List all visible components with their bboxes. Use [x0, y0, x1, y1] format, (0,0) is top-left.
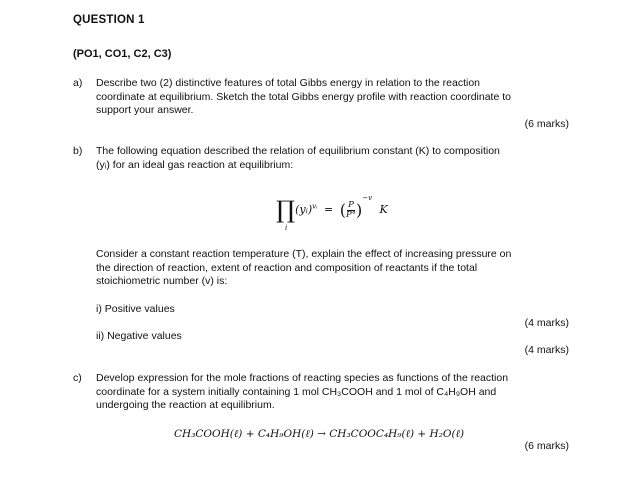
part-b-consider-text: [96, 248, 570, 289]
part-a-letter: a): [73, 77, 83, 89]
fraction-denominator: P°: [345, 209, 356, 220]
part-c-line-2: coordinate for a system initially containing 1 mol CH₃COOH and 1 mol of C₄H₉OH and: [96, 385, 497, 398]
equation-equals: =: [324, 203, 334, 216]
equation-base-exponent: vᵢ: [312, 202, 318, 211]
equilibrium-equation: ∏(yᵢ)$^{vᵢ}$ = ( $\frac{P}{P^\circ}$ )$^{-v}$ K: [276, 194, 388, 224]
sub-question-i-marks: (4 marks): [524, 317, 569, 329]
outer-exponent: −v: [362, 194, 373, 203]
part-c-letter: c): [73, 372, 82, 384]
part-c-line-3: undergoing the reaction at equilibrium.: [96, 399, 275, 411]
sub-question-ii-marks: (4 marks): [524, 344, 569, 356]
part-a-line-3: support your answer.: [96, 104, 194, 116]
part-c-text: [96, 372, 570, 413]
part-b-line-1: The following equation described the relation of equilibrium constant (K) to composition: [96, 145, 500, 157]
esterification-reaction: CH₃COOH(ℓ) + C₄H₉OH(ℓ) → CH₃COOC₄H₉(ℓ) + H₂O(ℓ): [174, 428, 465, 440]
equation-base: (yᵢ): [295, 203, 313, 216]
fraction-numerator: P: [348, 199, 354, 210]
product-symbol: ∏: [276, 196, 296, 224]
pressure-fraction: [346, 201, 356, 220]
sub-question-i: i) Positive values: [96, 303, 175, 315]
part-a-line-1: Describe two (2) distinctive features of total Gibbs energy in relation to the reaction: [96, 77, 481, 89]
part-c-line-1: Develop expression for the mole fractions of reacting species as functions of the reaction: [96, 372, 509, 384]
part-a-line-2: coordinate at equilibrium. Sketch the total Gibbs energy profile with reaction coordinate to: [96, 90, 511, 103]
consider-line-2: the direction of reaction, extent of reaction and composition of reactants if the total: [96, 261, 478, 274]
equilibrium-constant: K: [379, 203, 388, 216]
part-b-line-2: (yᵢ) for an ideal gas reaction at equilibrium:: [96, 158, 294, 171]
consider-line-3: stoichiometric number (v) is:: [96, 275, 228, 287]
part-b-text: [96, 145, 570, 172]
sub-question-ii: ii) Negative values: [96, 330, 182, 342]
question-title: QUESTION 1: [73, 14, 145, 26]
outcome-codes: (PO1, CO1, C2, C3): [73, 48, 172, 60]
product-index: i: [285, 224, 288, 232]
part-c-marks: (6 marks): [524, 440, 569, 452]
part-a-marks: (6 marks): [524, 118, 569, 130]
part-b-letter: b): [73, 145, 83, 157]
consider-line-1: Consider a constant reaction temperature (T), explain the effect of increasing pressure on: [96, 248, 512, 260]
part-a-text: [96, 77, 570, 118]
